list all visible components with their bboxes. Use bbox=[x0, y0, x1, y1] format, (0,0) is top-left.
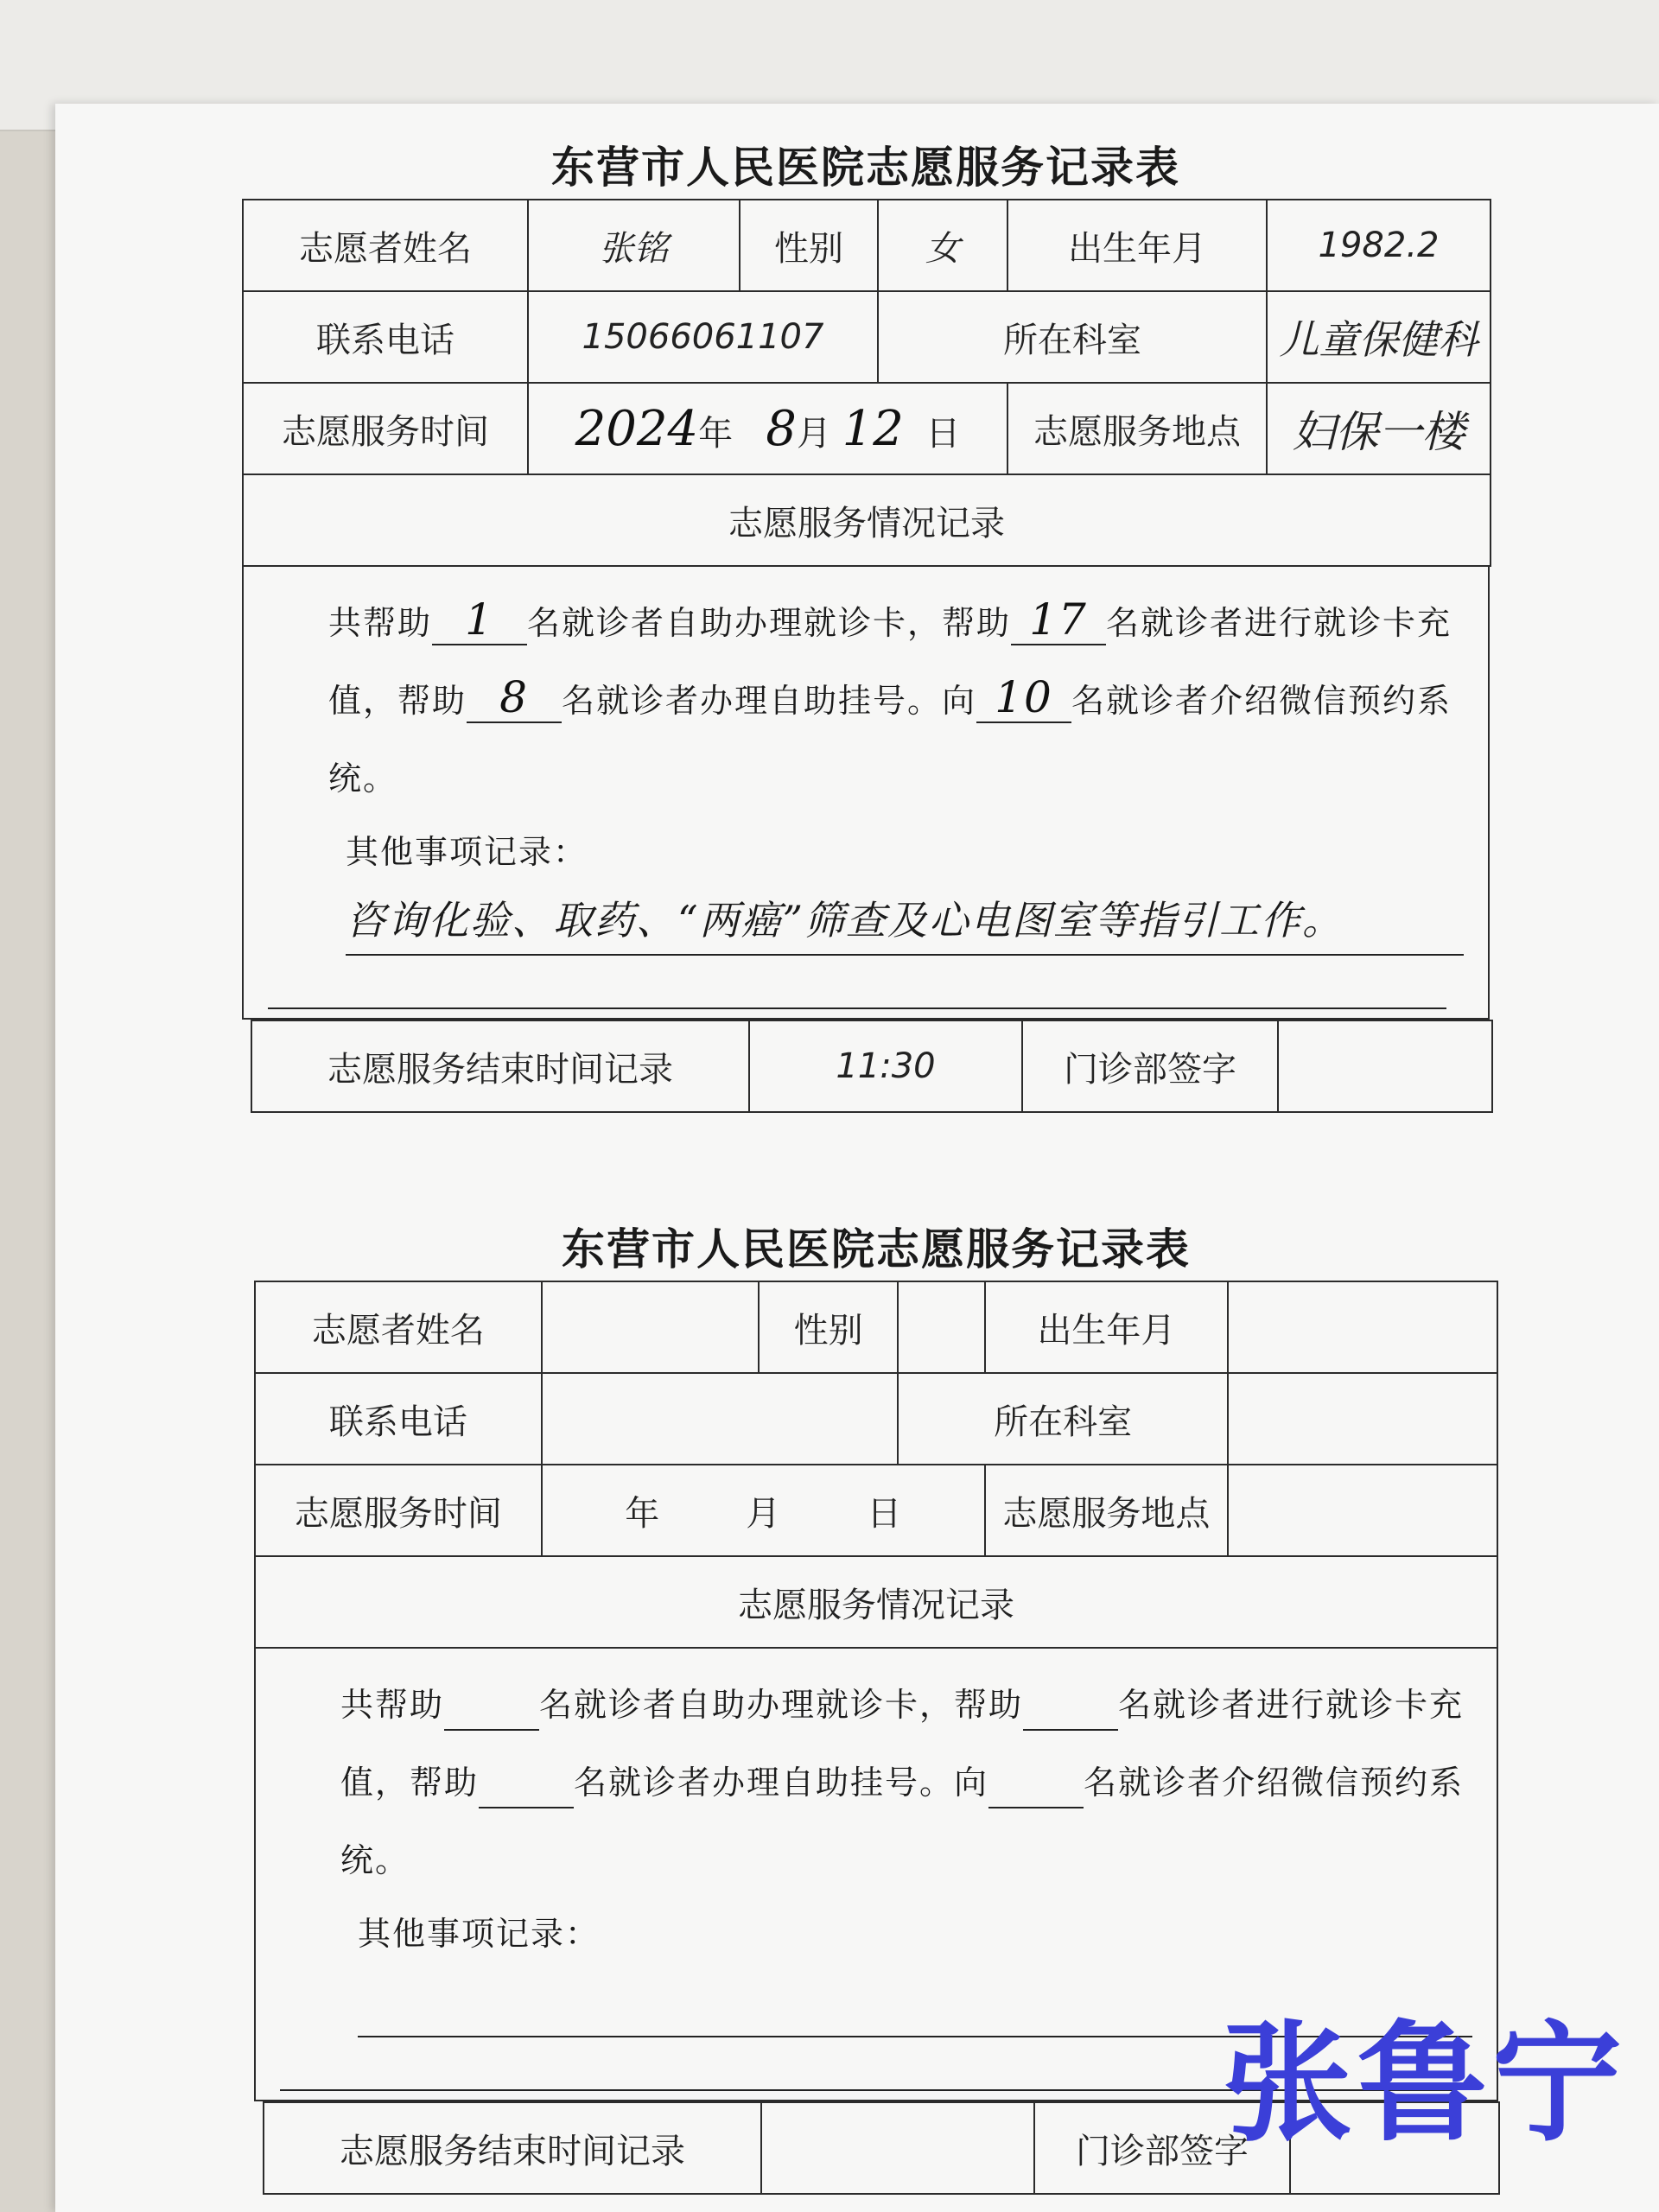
other-label: 其他事项记录： bbox=[358, 1915, 601, 1953]
department-label: 所在科室 bbox=[898, 1373, 1228, 1465]
birth-label: 出生年月 bbox=[985, 1281, 1229, 1373]
record-form-1 bbox=[242, 137, 1490, 1113]
record-text-5: 名就诊者介绍微信预约系统。 bbox=[340, 1764, 1465, 1879]
gender-value[interactable]: 女 bbox=[878, 200, 1007, 291]
record-text-3: 名就诊者进行就诊卡充值，帮助 bbox=[340, 1686, 1465, 1802]
year-value: 2024 bbox=[575, 400, 699, 457]
gender-field[interactable] bbox=[898, 1281, 985, 1373]
gender-label: 性别 bbox=[740, 200, 878, 291]
month-label: 月 bbox=[796, 413, 831, 454]
name-field[interactable] bbox=[542, 1281, 759, 1373]
form-title: 东营市人民医院志愿服务记录表 bbox=[562, 1224, 1191, 1274]
name-label: 志愿者姓名 bbox=[255, 1281, 542, 1373]
department-value[interactable]: 儿童保健科 bbox=[1267, 291, 1491, 383]
department-label: 所在科室 bbox=[878, 291, 1267, 383]
month-value: 8 bbox=[766, 400, 797, 457]
service-place-field[interactable] bbox=[1228, 1465, 1497, 1556]
birth-field[interactable] bbox=[1228, 1281, 1497, 1373]
count-recharge-field[interactable]: 17 bbox=[1011, 595, 1106, 645]
birth-label: 出生年月 bbox=[1007, 200, 1267, 291]
end-time-label: 志愿服务结束时间记录 bbox=[264, 2102, 761, 2194]
record-text-4: 名就诊者办理自助挂号。向 bbox=[562, 682, 977, 720]
phone-label: 联系电话 bbox=[255, 1373, 542, 1465]
count-recharge-field[interactable] bbox=[1023, 1681, 1118, 1731]
phone-label: 联系电话 bbox=[243, 291, 528, 383]
record-text bbox=[268, 584, 1464, 817]
gender-label: 性别 bbox=[759, 1281, 898, 1373]
footer-table bbox=[251, 1020, 1493, 1113]
record-text-5: 名就诊者介绍微信预约系统。 bbox=[328, 682, 1452, 798]
record-text-2: 名就诊者自助办理就诊卡，帮助 bbox=[527, 604, 1012, 642]
phone-value[interactable]: 15066061107 bbox=[528, 291, 878, 383]
month-label: 月 bbox=[746, 1493, 781, 1534]
form-title: 东营市人民医院志愿服务记录表 bbox=[551, 142, 1180, 193]
service-place-value[interactable]: 妇保一楼 bbox=[1267, 383, 1491, 474]
end-time-value[interactable]: 11:30 bbox=[749, 1020, 1022, 1112]
day-value: 12 bbox=[842, 400, 904, 457]
birth-value[interactable]: 1982.2 bbox=[1267, 200, 1491, 291]
name-label: 志愿者姓名 bbox=[243, 200, 528, 291]
blank-line bbox=[268, 956, 1446, 1009]
record-body bbox=[242, 567, 1490, 1020]
count-register-field[interactable]: 8 bbox=[467, 673, 562, 723]
other-value-field[interactable]: 咨询化验、取药、“两癌”筛查及心电图室等指引工作。 bbox=[346, 887, 1464, 956]
name-value[interactable]: 张铭 bbox=[528, 200, 740, 291]
count-register-field[interactable] bbox=[479, 1758, 574, 1808]
service-place-label: 志愿服务地点 bbox=[1007, 383, 1267, 474]
name-overlay-text: 张鲁宁 bbox=[1223, 2009, 1628, 2159]
record-text-1: 共帮助 bbox=[340, 1686, 445, 1724]
count-wechat-field[interactable]: 10 bbox=[976, 673, 1071, 723]
service-date-field[interactable] bbox=[528, 383, 1007, 474]
record-text-4: 名就诊者办理自助挂号。向 bbox=[574, 1764, 989, 1802]
other-label: 其他事项记录： bbox=[346, 833, 588, 871]
service-place-label: 志愿服务地点 bbox=[985, 1465, 1229, 1556]
record-text-3: 名就诊者进行就诊卡充值，帮助 bbox=[328, 604, 1452, 720]
count-card-field[interactable]: 1 bbox=[432, 595, 527, 645]
phone-field[interactable] bbox=[542, 1373, 898, 1465]
department-field[interactable] bbox=[1228, 1373, 1497, 1465]
day-label: 日 bbox=[925, 413, 961, 454]
day-label: 日 bbox=[867, 1493, 902, 1534]
info-table bbox=[242, 199, 1491, 567]
service-time-label: 志愿服务时间 bbox=[255, 1465, 542, 1556]
signature-label: 门诊部签字 bbox=[1034, 2102, 1290, 2194]
count-wechat-field[interactable] bbox=[988, 1758, 1084, 1808]
section-heading: 志愿服务情况记录 bbox=[255, 1556, 1497, 1648]
section-heading: 志愿服务情况记录 bbox=[243, 474, 1491, 566]
count-card-field[interactable] bbox=[444, 1681, 539, 1731]
form-sheet bbox=[55, 104, 1659, 2212]
signature-field[interactable] bbox=[1278, 1020, 1492, 1112]
signature-label: 门诊部签字 bbox=[1022, 1020, 1278, 1112]
service-time-label: 志愿服务时间 bbox=[243, 383, 528, 474]
end-time-label: 志愿服务结束时间记录 bbox=[251, 1020, 749, 1112]
service-date-field[interactable] bbox=[542, 1465, 985, 1556]
record-text bbox=[280, 1666, 1472, 1899]
year-label: 年 bbox=[625, 1493, 660, 1534]
end-time-field[interactable] bbox=[761, 2102, 1034, 2194]
record-text-1: 共帮助 bbox=[328, 604, 433, 642]
info-table bbox=[254, 1281, 1498, 1649]
record-text-2: 名就诊者自助办理就诊卡，帮助 bbox=[539, 1686, 1024, 1724]
year-label: 年 bbox=[698, 413, 734, 454]
